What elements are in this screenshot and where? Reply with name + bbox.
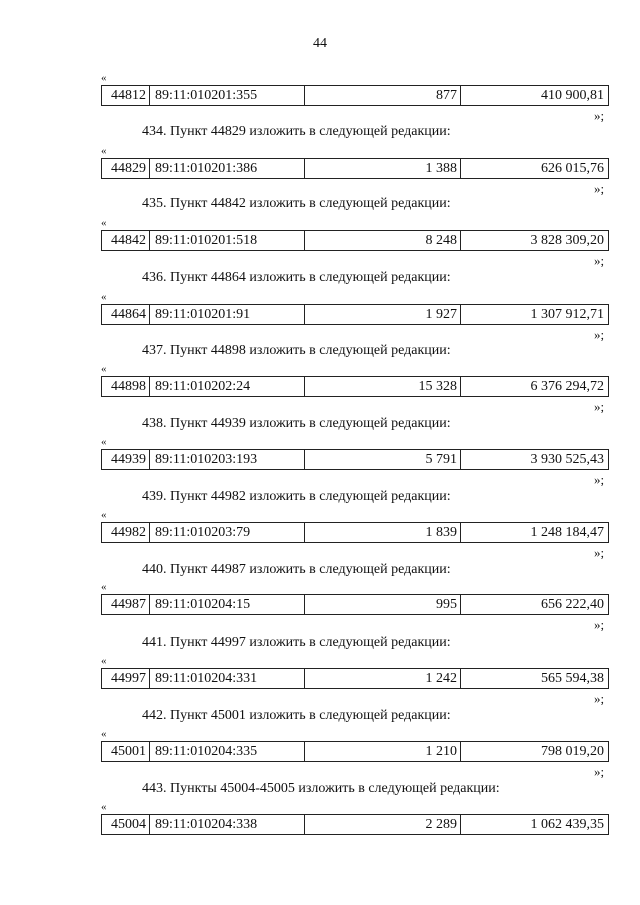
- amendment-paragraph: 437. Пункт 44898 изложить в следующей редакции:: [142, 343, 451, 358]
- area-cell: 15 328: [305, 377, 461, 396]
- close-quote: »;: [594, 108, 605, 123]
- table-row: [101, 158, 609, 179]
- row-number-cell: 45001: [102, 742, 150, 761]
- cadastral-number-cell: 89:11:010201:91: [150, 305, 305, 324]
- amendment-paragraph: 439. Пункт 44982 изложить в следующей редакции:: [142, 489, 451, 504]
- table-row: [101, 668, 609, 689]
- open-quote: «: [101, 801, 107, 813]
- value-cell: 565 594,38: [541, 671, 604, 686]
- table-row: [101, 594, 609, 615]
- value-cell: 3 930 525,43: [530, 452, 604, 467]
- open-quote: «: [101, 72, 107, 84]
- close-quote: »;: [594, 472, 605, 487]
- cadastral-number-cell: 89:11:010204:335: [150, 742, 305, 761]
- value-cell: 626 015,76: [541, 161, 604, 176]
- value-cell: 1 248 184,47: [530, 525, 604, 540]
- amendment-paragraph: 436. Пункт 44864 изложить в следующей редакции:: [142, 270, 451, 285]
- table-row: [101, 85, 609, 106]
- area-cell: 8 248: [305, 231, 461, 250]
- amendment-paragraph: 440. Пункт 44987 изложить в следующей редакции:: [142, 562, 451, 577]
- amendment-paragraph: 434. Пункт 44829 изложить в следующей редакции:: [142, 124, 451, 139]
- open-quote: «: [101, 728, 107, 740]
- area-cell: 1 242: [305, 669, 461, 688]
- amendment-paragraph: 441. Пункт 44997 изложить в следующей редакции:: [142, 635, 451, 650]
- table-row: [101, 814, 609, 835]
- amendment-paragraph: 442. Пункт 45001 изложить в следующей редакции:: [142, 708, 451, 723]
- amendment-paragraph: 438. Пункт 44939 изложить в следующей редакции:: [142, 416, 451, 431]
- close-quote: »;: [594, 181, 605, 196]
- cadastral-number-cell: 89:11:010203:193: [150, 450, 305, 469]
- table-row: [101, 741, 609, 762]
- value-cell: 1 062 439,35: [530, 817, 604, 832]
- close-quote: »;: [594, 399, 605, 414]
- open-quote: «: [101, 217, 107, 229]
- close-quote: »;: [594, 253, 605, 268]
- table-row: [101, 304, 609, 325]
- area-cell: 877: [305, 86, 461, 105]
- amendment-paragraph: 435. Пункт 44842 изложить в следующей редакции:: [142, 196, 451, 211]
- cadastral-number-cell: 89:11:010202:24: [150, 377, 305, 396]
- table-row: [101, 449, 609, 470]
- open-quote: «: [101, 509, 107, 521]
- row-number-cell: 44864: [102, 305, 150, 324]
- row-number-cell: 44842: [102, 231, 150, 250]
- table-row: [101, 522, 609, 543]
- open-quote: «: [101, 581, 107, 593]
- row-number-cell: 44997: [102, 669, 150, 688]
- cadastral-number-cell: 89:11:010204:15: [150, 595, 305, 614]
- value-cell: 410 900,81: [541, 88, 604, 103]
- open-quote: «: [101, 363, 107, 375]
- area-cell: 995: [305, 595, 461, 614]
- row-number-cell: 44829: [102, 159, 150, 178]
- row-number-cell: 45004: [102, 815, 150, 834]
- cadastral-number-cell: 89:11:010203:79: [150, 523, 305, 542]
- close-quote: »;: [594, 764, 605, 779]
- cadastral-number-cell: 89:11:010201:355: [150, 86, 305, 105]
- page-number: 44: [313, 36, 327, 51]
- area-cell: 1 927: [305, 305, 461, 324]
- area-cell: 2 289: [305, 815, 461, 834]
- open-quote: «: [101, 145, 107, 157]
- table-row: [101, 376, 609, 397]
- open-quote: «: [101, 436, 107, 448]
- value-cell: 798 019,20: [541, 744, 604, 759]
- close-quote: »;: [594, 545, 605, 560]
- row-number-cell: 44898: [102, 377, 150, 396]
- area-cell: 5 791: [305, 450, 461, 469]
- area-cell: 1 388: [305, 159, 461, 178]
- cadastral-number-cell: 89:11:010204:331: [150, 669, 305, 688]
- value-cell: 3 828 309,20: [530, 233, 604, 248]
- close-quote: »;: [594, 327, 605, 342]
- row-number-cell: 44982: [102, 523, 150, 542]
- area-cell: 1 839: [305, 523, 461, 542]
- table-row: [101, 230, 609, 251]
- row-number-cell: 44987: [102, 595, 150, 614]
- cadastral-number-cell: 89:11:010204:338: [150, 815, 305, 834]
- open-quote: «: [101, 655, 107, 667]
- row-number-cell: 44812: [102, 86, 150, 105]
- row-number-cell: 44939: [102, 450, 150, 469]
- close-quote: »;: [594, 617, 605, 632]
- value-cell: 656 222,40: [541, 597, 604, 612]
- cadastral-number-cell: 89:11:010201:386: [150, 159, 305, 178]
- value-cell: 1 307 912,71: [530, 307, 604, 322]
- amendment-paragraph: 443. Пункты 45004-45005 изложить в следующей редакции:: [142, 781, 500, 796]
- open-quote: «: [101, 291, 107, 303]
- value-cell: 6 376 294,72: [530, 379, 604, 394]
- cadastral-number-cell: 89:11:010201:518: [150, 231, 305, 250]
- area-cell: 1 210: [305, 742, 461, 761]
- close-quote: »;: [594, 691, 605, 706]
